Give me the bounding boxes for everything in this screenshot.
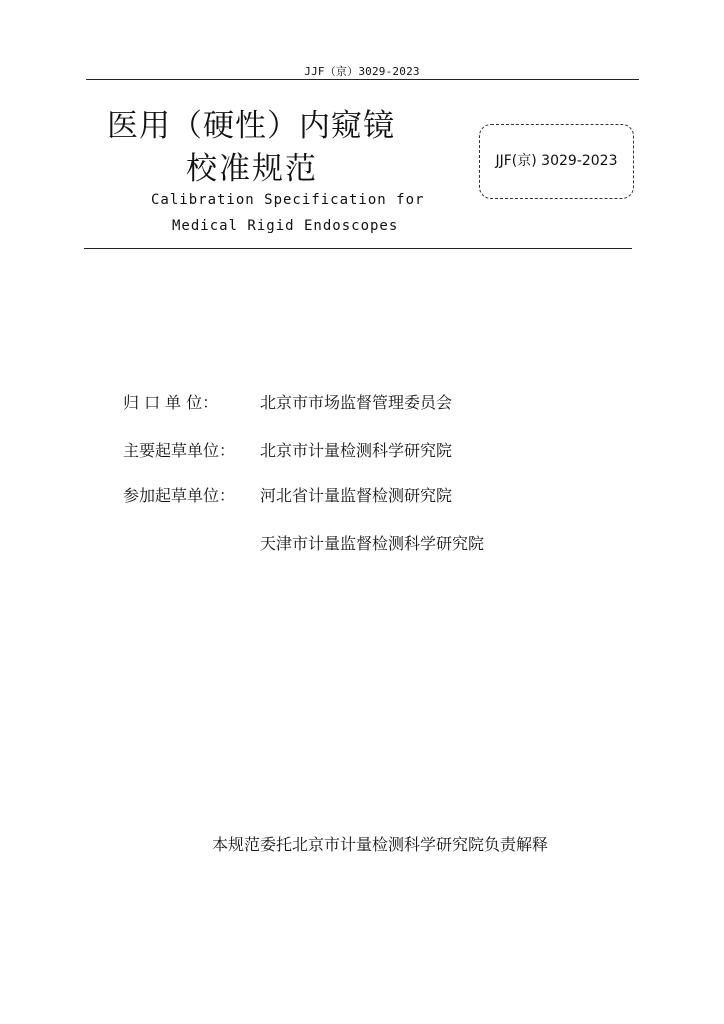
responsible-unit-value: 北京市市场监督管理委员会 (260, 393, 453, 412)
participating-drafter-value-2: 天津市计量监督检测科学研究院 (260, 534, 485, 553)
participating-drafter-label: 参加起草单位： (123, 486, 236, 505)
responsible-unit-label: 归 口 单 位： (123, 393, 219, 412)
top-divider (86, 79, 639, 80)
english-title-line-2: Medical Rigid Endoscopes (172, 218, 399, 234)
main-drafter-label: 主要起草单位： (123, 441, 236, 460)
title-divider (84, 248, 632, 249)
footer-note: 本规范委托北京市计量检测科学研究院负责解释 (212, 835, 549, 854)
english-title-line-1: Calibration Specification for (151, 192, 425, 208)
code-box-text: JJF(京) 3029-2023 (495, 153, 618, 169)
title-line-1: 医用（硬性）内窥镜 (107, 108, 395, 144)
header-code: JJF（京）3029-2023 (304, 65, 420, 78)
title-line-2: 校准规范 (186, 151, 318, 187)
main-drafter-value: 北京市计量检测科学研究院 (260, 441, 453, 460)
participating-drafter-value-1: 河北省计量监督检测研究院 (260, 486, 453, 505)
